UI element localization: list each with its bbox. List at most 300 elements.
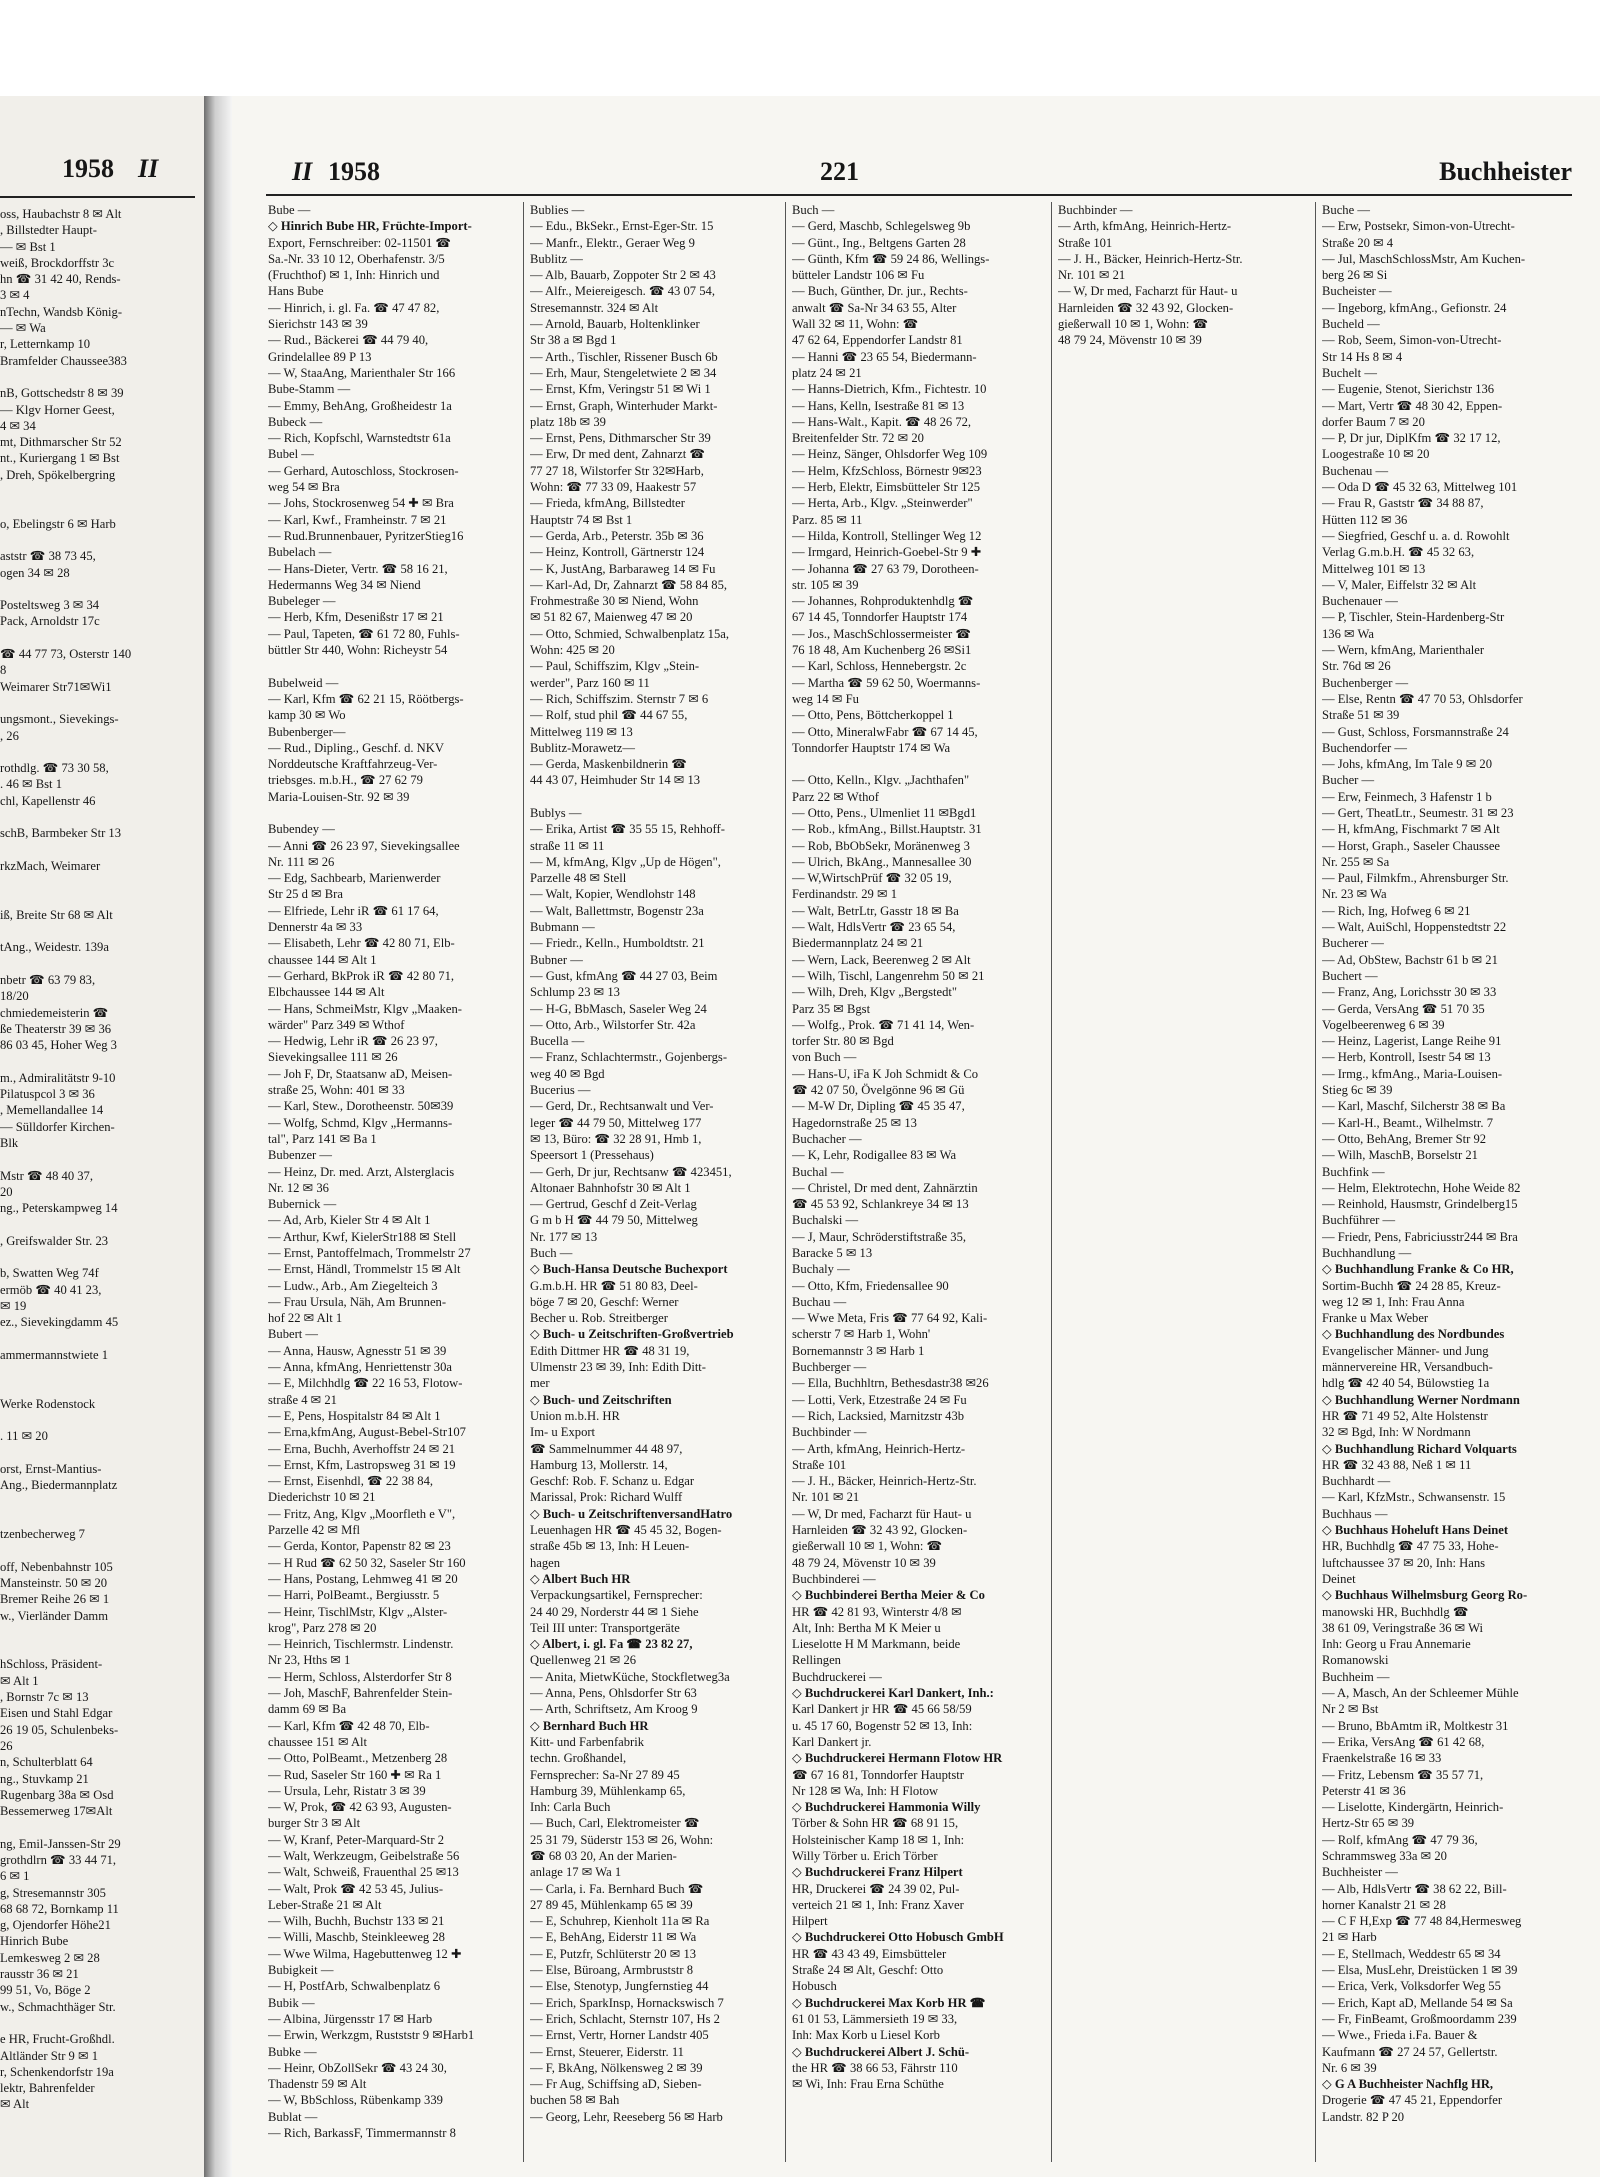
directory-entry-line: Geschf: Rob. F. Schanz u. Edgar [530, 1474, 695, 1489]
directory-entry-line: — C F H,Exp ☎ 77 48 84,Hermesweg [1322, 1914, 1522, 1929]
directory-entry-line: Kitt- und Farbenfabrik [530, 1734, 645, 1749]
directory-entry-line: — Friedr., Kelln., Humboldtstr. 21 [530, 936, 705, 951]
surname-heading: Buchhandlung — [1322, 1246, 1412, 1260]
directory-entry-line: Altonaer Bahnhofstr 30 ✉ Alt 1 [530, 1180, 691, 1195]
directory-entry-line: ◇ Buchdruckerei Franz Hilpert [792, 1865, 963, 1880]
directory-entry-line: ☎ 45 53 92, Schlankreye 34 ✉ 13 [792, 1197, 969, 1212]
surname-heading: Buch — [792, 203, 835, 217]
directory-entry-line: — Mart, Vertr ☎ 48 30 42, Eppen- [1322, 398, 1503, 413]
surname-heading: Buchdruckerei — [792, 1669, 882, 1684]
surname-heading: Bubik — [268, 1995, 315, 2010]
directory-entry-line: 76 18 48, Am Kuchenberg 26 ✉Si1 [792, 643, 972, 658]
directory-entry-line: Sierichstr 143 ✉ 39 [268, 317, 368, 332]
directory-entry-line: — Eugenie, Stenot, Sierichstr 136 [1322, 382, 1495, 397]
directory-entry-line: — Rich, Schiffszim. Sternstr 7 ✉ 6 [530, 691, 709, 706]
directory-entry-line: — Otto, Arb., Wilstorfer Str. 42a [530, 1017, 696, 1032]
directory-entry-line: — Walt, Kopier, Wendlohstr 148 [530, 887, 696, 902]
directory-entry-line: — Jos., MaschSchlossermeister ☎ [792, 626, 972, 641]
directory-entry-line: Grindelallee 89 P 13 [268, 349, 372, 364]
directory-entry-line: — Rud., Bäckerei ☎ 44 79 40, [268, 333, 429, 348]
directory-entry-line: — Erich, Kapt aD, Mellande 54 ✉ Sa [1322, 1995, 1513, 2010]
directory-entry-line: — Frau Ursula, Näh, Am Brunnen- [268, 1294, 447, 1309]
directory-entry-line: Str 38 a ✉ Bgd 1 [530, 333, 617, 348]
facing-page-line: Bramfelder Chaussee383 [0, 353, 127, 368]
directory-entry-line: weg 12 ✉ 1, Inh: Frau Anna [1322, 1294, 1465, 1309]
directory-entry-line: — Gerhard, BkProk iR ☎ 42 80 71, [268, 968, 455, 983]
facing-page-year: 1958 [62, 154, 114, 183]
directory-entry-line: — Heinz, Lagerist, Lange Reihe 91 [1322, 1034, 1502, 1049]
facing-page-line: ✉ Alt [0, 2097, 30, 2112]
facing-page-line: , Billstedter Haupt- [0, 223, 97, 238]
directory-entry-line: Str. 76d ✉ 26 [1322, 659, 1391, 674]
directory-entry-line: — Otto, Pens, Böttcherkoppel 1 [792, 708, 954, 723]
directory-page [232, 96, 1600, 2177]
directory-entry-line: — Harri, PolBeamt., Bergiusstr. 5 [268, 1588, 440, 1603]
directory-entry-line: buchen 58 ✉ Bah [530, 2093, 620, 2108]
directory-entry-line: — Otto, BehAng, Bremer Str 92 [1322, 1131, 1487, 1146]
surname-heading: Buche — [1322, 203, 1370, 217]
directory-entry-line: — Gert, TheatLtr., Seumestr. 31 ✉ 23 [1322, 805, 1514, 820]
directory-entry-line: Teil III unter: Transportgeräte [530, 1620, 680, 1635]
surname-heading: Bublat — [268, 2109, 318, 2124]
directory-entry-line: — Georg, Lehr, Reeseberg 56 ✉ Harb [530, 2109, 723, 2124]
directory-entry-line: chaussee 144 ✉ Alt 1 [268, 952, 377, 967]
directory-entry-line: burger Str 3 ✉ Alt [268, 1816, 361, 1831]
directory-entry-line: Parzelle 42 ✉ Mfl [268, 1523, 361, 1538]
facing-page-fragment [0, 96, 206, 2177]
directory-entry-line: ✉ Wi, Inh: Frau Erna Schüthe [792, 2077, 944, 2092]
directory-entry-line: — Heinz, Sänger, Ohlsdorfer Weg 109 [792, 447, 988, 462]
directory-entry-line: — Arth, Schriftsetz, Am Kroog 9 [530, 1702, 698, 1717]
directory-entry-line: mer [530, 1376, 550, 1391]
facing-page-line: grothdlrn ☎ 33 44 71, [0, 1852, 117, 1867]
directory-entry-line: — E, Putzfr, Schlüterstr 20 ✉ 13 [530, 1946, 697, 1961]
directory-entry-line: 136 ✉ Wa [1322, 626, 1374, 641]
directory-entry-line: — Jul, MaschSchlossMstr, Am Kuchen- [1322, 251, 1526, 266]
directory-entry-line: ◇ Buchhaus Hoheluft Hans Deinet [1322, 1523, 1509, 1538]
directory-entry-line: — Erna,kfmAng, August-Bebel-Str107 [268, 1425, 466, 1440]
directory-entry-line: scherstr 7 ✉ Harb 1, Wohn' [792, 1327, 931, 1342]
directory-entry-line: ◇ Buch- u ZeitschriftenversandHatro [530, 1506, 733, 1521]
facing-page-line [0, 1510, 200, 1526]
directory-entry-line: ◇ Buchbinderei Bertha Meier & Co [792, 1588, 985, 1603]
directory-entry-line: — Arth, kfmAng, Heinrich-Hertz- [1058, 219, 1232, 234]
directory-entry-line: Marissal, Prok: Richard Wulff [530, 1490, 683, 1505]
directory-entry-line: — Gerda, Arb., Peterstr. 35b ✉ 36 [530, 528, 704, 543]
directory-entry-line: — Rolf, stud phil ☎ 44 67 55, [530, 708, 688, 723]
surname-heading: Bubner — [530, 952, 583, 967]
directory-entry-line: wärder" Parz 349 ✉ Wthof [268, 1017, 405, 1032]
directory-entry-line: — Manfr., Elektr., Geraer Weg 9 [530, 235, 695, 250]
surname-heading: Buchaly — [792, 1262, 850, 1277]
directory-entry-line: 24 40 29, Norderstr 44 ✉ 1 Siehe [530, 1604, 699, 1619]
directory-entry-line: Inh: Max Korb u Liesel Korb [792, 2028, 940, 2043]
surname-heading: Bubeck — [268, 414, 323, 429]
facing-page-line: Lemkesweg 2 ✉ 28 [0, 1950, 100, 1965]
directory-entry-line: — Horst, Graph., Saseler Chaussee [1322, 838, 1501, 853]
directory-entry-line: Nr 2 ✉ Bst [1322, 1702, 1379, 1717]
facing-page-line [0, 695, 200, 711]
directory-entry-line: krog", Parz 278 ✉ 20 [268, 1620, 377, 1635]
facing-page-text [0, 206, 200, 2113]
directory-entry-line: kamp 30 ✉ Wo [268, 708, 346, 723]
directory-entry-line: Straße 20 ✉ 4 [1322, 235, 1394, 250]
directory-entry-line: Union m.b.H. HR [530, 1408, 620, 1423]
directory-entry-line: Hütten 112 ✉ 36 [1322, 512, 1408, 527]
header-rule [266, 194, 1572, 196]
directory-column-5 [1322, 202, 1576, 2177]
facing-page-volume: II [138, 154, 159, 183]
facing-page-line: Pack, Arnoldstr 17c [0, 614, 100, 629]
facing-page-line: mt, Dithmarscher Str 52 [0, 435, 122, 450]
page-catchword: Buchheister [1439, 157, 1572, 186]
facing-page-line: hn ☎ 31 42 40, Rends- [0, 272, 121, 287]
directory-entry-line: — Alfr., Meiereigesch. ☎ 43 07 54, [530, 284, 715, 299]
directory-entry-line: — Karl, Stew., Dorotheenstr. 50✉39 [268, 1099, 454, 1114]
facing-page-rule [0, 196, 195, 198]
directory-entry-line: bütteler Landstr 106 ✉ Fu [792, 268, 925, 283]
surname-heading: Bubmann — [530, 920, 595, 935]
directory-entry-line: — Rud, Saseler Str 160 ✚ ✉ Ra 1 [268, 1767, 442, 1782]
facing-page-line: nbetr ☎ 63 79 83, [0, 972, 96, 987]
directory-entry-line: Deinet [1322, 1571, 1356, 1586]
directory-entry-line: ✉ 13, Büro: ☎ 32 28 91, Hmb 1, [530, 1131, 702, 1146]
directory-entry-line: Landstr. 82 P 20 [1322, 2109, 1405, 2124]
surname-heading: Buchenberger — [1322, 675, 1409, 690]
directory-entry-line: — Franz, Ang, Lorichsstr 30 ✉ 33 [1322, 985, 1497, 1000]
surname-heading: Buchenau — [1322, 463, 1389, 478]
directory-entry-line: — Otto, Schmied, Schwalbenplatz 15a, [530, 626, 730, 641]
surname-heading: Bubenberger— [268, 724, 346, 739]
directory-entry-line: Export, Fernschreiber: 02-11501 ☎ [268, 235, 452, 250]
directory-entry-line: Straße 24 ✉ Alt, Geschf: Otto [792, 1963, 944, 1978]
directory-entry-line: — P, Dr jur, DiplKfm ☎ 32 17 12, [1322, 431, 1501, 446]
directory-entry-line: — Elisabeth, Lehr ☎ 42 80 71, Elb- [268, 936, 455, 951]
directory-entry-line: — Gust, Schloss, Forsmannstraße 24 [1322, 724, 1509, 739]
directory-entry-line: straße 11 ✉ 11 [530, 838, 605, 853]
directory-entry-line: Nr. 111 ✉ 26 [268, 854, 335, 869]
directory-entry-line: HR ☎ 71 49 52, Alte Holstenstr [1322, 1408, 1488, 1423]
directory-entry-line: ◇ Buch- und Zeitschriften [530, 1392, 672, 1407]
directory-column-2 [530, 202, 782, 2177]
directory-entry-line: — Ernst, Kfm, Veringstr 51 ✉ Wi 1 [530, 382, 711, 397]
directory-entry-line: — Karl, Schloss, Hennebergstr. 2c [792, 659, 967, 674]
directory-entry-line: — Wilh, Buchh, Buchstr 133 ✉ 21 [268, 1914, 445, 1929]
directory-entry-line: — Wolfg, Schmd, Klgv „Hermanns- [268, 1115, 453, 1130]
directory-entry-line: — V, Maler, Eiffelstr 32 ✉ Alt [1322, 577, 1477, 592]
directory-entry-line: Parz 22 ✉ Wthof [792, 789, 879, 804]
surname-heading: Bubernick — [268, 1197, 337, 1212]
directory-entry-line: ◇ Albert Buch HR [530, 1571, 631, 1586]
directory-entry-line: — Arth., Tischler, Rissener Busch 6b [530, 349, 718, 364]
directory-entry-line: — H Rud ☎ 62 50 32, Saseler Str 160 [268, 1555, 466, 1570]
facing-page-line: . 46 ✉ Bst 1 [0, 777, 62, 792]
facing-page-line: 99 51, Vo, Böge 2 [0, 1983, 91, 1998]
surname-heading: Buchberger — [792, 1360, 867, 1375]
facing-page-line: ammermannstwiete 1 [0, 1347, 109, 1362]
directory-entry-line: Ulmenstr 23 ✉ 39, Inh: Edith Ditt- [530, 1360, 707, 1375]
directory-entry-line: — Reinhold, Hausmstr, Grindelberg15 [1322, 1197, 1518, 1212]
directory-entry-line: Romanowski [1322, 1653, 1389, 1668]
directory-entry-line: — Erna, Buchh, Averhoffstr 24 ✉ 21 [268, 1441, 456, 1456]
surname-heading: Bublitz — [530, 251, 583, 266]
directory-entry-line: böge 7 ✉ 20, Geschf: Werner [530, 1294, 679, 1309]
facing-page-line: orst, Ernst-Mantius- [0, 1461, 102, 1476]
surname-heading: Bublies — [530, 203, 585, 217]
directory-entry-line: Elbchaussee 144 ✉ Alt [268, 985, 385, 1000]
facing-page-line: n, Schulterblatt 64 [0, 1755, 93, 1770]
directory-entry-line: Hobusch [792, 1979, 837, 1994]
directory-entry-line: — Ernst, Pens, Dithmarscher Str 39 [530, 431, 711, 446]
directory-entry-line: — Gerda, VersAng ☎ 51 70 35 [1322, 1001, 1485, 1016]
column-divider [1315, 202, 1316, 2162]
directory-entry-line: — Walt, Prok ☎ 42 53 45, Julius- [268, 1881, 444, 1896]
directory-entry-line: — Gerhard, Autoschloss, Stockrosen- [268, 463, 459, 478]
directory-entry-line: — Alb, HdlsVertr ☎ 38 62 22, Bill- [1322, 1881, 1507, 1896]
directory-entry-line: ◇ Buchhandlung Richard Volquarts [1322, 1441, 1517, 1456]
facing-page-line: off, Nebenbahnstr 105 [0, 1559, 113, 1574]
directory-entry-line: — Ernst, Vertr, Horner Landstr 405 [530, 2028, 709, 2043]
facing-page-line: r, Schenkendorfstr 19a [0, 2064, 114, 2079]
facing-page-line: Hinrich Bube [0, 1934, 69, 1949]
directory-entry-line: straße 4 ✉ 21 [268, 1392, 337, 1407]
facing-page-line: ✉ Alt 1 [0, 1673, 39, 1688]
directory-entry-line: ◇ Buchdruckerei Max Korb HR ☎ [792, 1995, 986, 2010]
directory-entry-line: straße 45b ✉ 13, Inh: H Leuen- [530, 1539, 690, 1554]
facing-page-line: rausstr 36 ✉ 21 [0, 1967, 79, 1982]
directory-entry-line: — Günth, Kfm ☎ 59 24 86, Wellings- [792, 251, 990, 266]
directory-entry-line: Frohmestraße 30 ✉ Niend, Wohn [530, 594, 699, 609]
directory-entry-line: Nr. 255 ✉ Sa [1322, 854, 1390, 869]
surname-heading: Buchhaus — [1322, 1506, 1388, 1521]
directory-entry-line: Nr. 6 ✉ 39 [1322, 2060, 1377, 2075]
directory-entry-line: — Otto, MineralwFabr ☎ 67 14 45, [792, 724, 978, 739]
directory-entry-line: 48 79 24, Mövenstr 10 ✉ 39 [792, 1555, 936, 1570]
facing-page-line: 20 [0, 1184, 13, 1199]
directory-entry-line: — Rolf, kfmAng ☎ 47 79 36, [1322, 1832, 1478, 1847]
facing-page-line [0, 532, 200, 548]
directory-entry-line: — Rud., Dipling., Geschf. d. NKV [268, 740, 444, 755]
directory-entry-line: hagen [530, 1555, 561, 1570]
directory-entry-line: horner Kanalstr 21 ✉ 28 [1322, 1897, 1446, 1912]
directory-entry-line: str. 105 ✉ 39 [792, 577, 859, 592]
directory-entry-line: — Lotti, Verk, Etzestraße 24 ✉ Fu [792, 1392, 967, 1407]
facing-page-line [0, 1151, 200, 1167]
directory-entry-line: — Edg, Sachbearb, Marienwerder [268, 871, 441, 886]
directory-entry-line: Verpackungsartikel, Fernsprecher: [530, 1588, 703, 1603]
directory-entry-line: Alt, Inh: Bertha M K Meier u [792, 1620, 941, 1635]
directory-entry-line: 47 62 64, Eppendorfer Landstr 81 [792, 333, 963, 348]
directory-entry-line: Hertz-Str 65 ✉ 39 [1322, 1816, 1415, 1831]
facing-page-line: schB, Barmbeker Str 13 [0, 826, 122, 841]
facing-page-line [0, 1363, 200, 1379]
directory-entry-line: Leber-Straße 21 ✉ Alt [268, 1897, 382, 1912]
directory-entry-line: — Bruno, BbAmtm iR, Moltkestr 31 [1322, 1718, 1509, 1733]
directory-entry-line: Wall 32 ✉ 11, Wohn: ☎ [792, 317, 919, 332]
directory-entry-line: — Hanns-Dietrich, Kfm., Fichtestr. 10 [792, 382, 987, 397]
directory-entry-line: — Karl, Maschf, Silcherstr 38 ✉ Ba [1322, 1099, 1506, 1114]
directory-entry-line: — W, Dr med, Facharzt für Haut- u [1058, 284, 1238, 299]
surname-heading: Bube-Stamm — [268, 382, 351, 397]
directory-entry-line: Vogelbeerenweg 6 ✉ 39 [1322, 1017, 1445, 1032]
directory-entry-line: — Herb, Kfm, Desenißstr 17 ✉ 21 [268, 610, 444, 625]
directory-entry-line: — Karl, Kfm ☎ 42 48 70, Elb- [268, 1718, 430, 1733]
directory-entry-line: — Karl-Ad, Dr, Zahnarzt ☎ 58 84 85, [530, 577, 728, 592]
directory-entry-line: — Rob, BbObSekr, Moränenweg 3 [792, 838, 970, 853]
facing-page-line: 3 ✉ 4 [0, 288, 30, 303]
surname-heading: Buchert — [1322, 968, 1378, 983]
directory-entry-line: — Else, Stenotyp, Jungfernstieg 44 [530, 1979, 709, 1994]
directory-entry-line [268, 805, 520, 821]
surname-heading: Bubigkeit — [268, 1963, 334, 1978]
directory-entry-line: — Hanni ☎ 23 65 54, Biedermann- [792, 349, 977, 364]
facing-page-line: , Memellandallee 14 [0, 1103, 104, 1118]
directory-entry-line: Peterstr 41 ✉ 36 [1322, 1783, 1406, 1798]
directory-entry-line: techn. Großhandel, [530, 1751, 627, 1766]
directory-entry-line: weg 54 ✉ Bra [268, 480, 340, 495]
directory-entry-line: — Herm, Schloss, Alsterdorfer Str 8 [268, 1669, 452, 1684]
directory-entry-line: — Anita, MietwKüche, Stockfletweg3a [530, 1669, 730, 1684]
directory-column-4 [1058, 202, 1312, 2177]
directory-entry-line: — Anni ☎ 26 23 97, Sievekingsallee [268, 838, 460, 853]
directory-entry-line: — Wwe Wilma, Hagebuttenweg 12 ✚ [268, 1946, 462, 1961]
directory-entry-line: — Johs, Stockrosenweg 54 ✚ ✉ Bra [268, 496, 454, 511]
directory-entry-line: — Fr Aug, Schiffsing aD, Sieben- [530, 2077, 702, 2092]
directory-entry-line: — Ursula, Lehr, Ristatr 3 ✉ 39 [268, 1783, 426, 1798]
directory-entry-line: — M, kfmAng, Klgv „Up de Högen", [530, 854, 721, 869]
directory-entry-line: damm 69 ✉ Ba [268, 1702, 347, 1717]
directory-entry-line: — Helm, KfzSchloss, Börnestr 9✉23 [792, 463, 982, 478]
directory-entry-line: — Fritz, Ang, Klgv „Moorfleth e V", [268, 1506, 456, 1521]
directory-entry-line: — Erica, Verk, Volksdorfer Weg 55 [1322, 1979, 1501, 1994]
facing-page-line [0, 842, 200, 858]
facing-page-line: nB, Gottschedstr 8 ✉ 39 [0, 386, 124, 401]
facing-page-line: Posteltsweg 3 ✉ 34 [0, 598, 100, 613]
directory-entry-line [530, 789, 782, 805]
directory-entry-line: ☎ 67 16 81, Tonndorfer Hauptstr [792, 1767, 964, 1782]
facing-page-line: — Klgv Horner Geest, [0, 402, 115, 417]
facing-page-line: 26 [0, 1738, 13, 1753]
directory-entry-line: — H, PostfArb, Schwalbenplatz 6 [268, 1979, 441, 1994]
directory-entry-line: 32 ✉ Bgd, Inh: W Nordmann [1322, 1425, 1471, 1440]
facing-page-line [0, 499, 200, 515]
surname-heading: Buchheister — [1322, 1865, 1398, 1880]
directory-entry-line: — W, Prok, ☎ 42 63 93, Augusten- [268, 1800, 452, 1815]
facing-page-line: , Dreh, Spökelbergring [0, 467, 116, 482]
directory-entry-line: — Anna, Hausw, Agnesstr 51 ✉ 39 [268, 1343, 447, 1358]
directory-entry-line: Franke u Max Weber [1322, 1311, 1429, 1326]
facing-page-line: tzenbecherweg 7 [0, 1527, 85, 1542]
surname-heading: Buchfink — [1322, 1164, 1385, 1179]
directory-entry-line: 44 43 07, Heimhuder Str 14 ✉ 13 [530, 773, 701, 788]
directory-entry-line: Karl Dankert jr HR ☎ 45 66 58/59 [792, 1702, 972, 1717]
facing-page-line: Bremer Reihe 26 ✉ 1 [0, 1592, 110, 1607]
directory-entry-line: — Johs, kfmAng, Im Tale 9 ✉ 20 [1322, 757, 1492, 772]
directory-entry-line: — Fritz, Lebensm ☎ 35 57 71, [1322, 1767, 1484, 1782]
surname-heading: Buchhardt — [1322, 1474, 1391, 1489]
directory-entry-line: — Frieda, kfmAng, Billstedter [530, 496, 685, 511]
directory-entry-line: — K, JustAng, Barbaraweg 14 ✉ Fu [530, 561, 716, 576]
directory-entry-line: Quellenweg 21 ✉ 26 [530, 1653, 637, 1668]
directory-entry-line: — Günt., Ing., Beltgens Garten 28 [792, 235, 966, 250]
facing-page-line [0, 1053, 200, 1069]
facing-page-line: , Greifswalder Str. 23 [0, 1233, 109, 1248]
directory-entry-line: hdlg ☎ 42 40 54, Bülowstieg 1a [1322, 1376, 1490, 1391]
facing-page-line: Ang., Biedermannplatz [0, 1478, 118, 1493]
directory-entry-line: — Hans, SchmeiMstr, Klgv „Maaken- [268, 1001, 462, 1016]
directory-entry-line: ◇ Buchdruckerei Otto Hobusch GmbH [792, 1930, 1004, 1945]
directory-entry-line: — Ella, Buchhltrn, Bethesdastr38 ✉26 [792, 1376, 989, 1391]
directory-entry-line: — Ernst, Steuerer, Eiderstr. 11 [530, 2044, 684, 2059]
surname-heading: Bucherer — [1322, 936, 1384, 951]
directory-entry-line: Hamburg 13, Mollerstr. 14, [530, 1457, 668, 1472]
surname-heading: Buchendorfer — [1322, 740, 1407, 755]
directory-entry-line: Hedermanns Weg 34 ✉ Niend [268, 577, 421, 592]
surname-heading: Bubelach — [268, 545, 332, 560]
directory-entry-line: Baracke 5 ✉ 13 [792, 1246, 873, 1260]
directory-entry-line: Evangelischer Männer- und Jung [1322, 1343, 1489, 1358]
surname-heading: Buch — [530, 1246, 573, 1260]
directory-entry-line: — J, Maur, Schröderstiftstraße 35, [792, 1229, 967, 1244]
directory-entry-line: — Wwe., Frieda i.Fa. Bauer & [1322, 2028, 1478, 2043]
directory-entry-line: Str 25 d ✉ Bra [268, 887, 343, 902]
directory-entry-line: Loogestraße 10 ✉ 20 [1322, 447, 1430, 462]
facing-page-line: 18/20 [0, 989, 29, 1004]
directory-entry-line: Hagedornstraße 25 ✉ 13 [792, 1115, 917, 1130]
directory-entry-line: Schrammsweg 33a ✉ 20 [1322, 1848, 1447, 1863]
directory-entry-line: Norddeutsche Kraftfahrzeug-Ver- [268, 757, 438, 772]
directory-entry-line: Tonndorfer Hauptstr 174 ✉ Wa [792, 740, 951, 755]
directory-entry-line: 38 61 09, Veringstraße 36 ✉ Wi [1322, 1620, 1484, 1635]
facing-page-line: w., Vierländer Damm [0, 1608, 109, 1623]
directory-entry-line: Nr 128 ✉ Wa, Inh: H Flotow [792, 1783, 939, 1798]
surname-heading: Bubert — [268, 1327, 319, 1342]
directory-entry-line: gießerwall 10 ✉ 1, Wohn: ☎ [792, 1539, 943, 1554]
directory-entry-line: — Oda D ☎ 45 32 63, Mittelweg 101 [1322, 480, 1518, 495]
directory-entry-line: — Martha ☎ 59 62 50, Woermanns- [792, 675, 981, 690]
directory-entry-line: — Walt, BetrLtr, Gasstr 18 ✉ Ba [792, 903, 959, 918]
directory-entry-line: Holsteinischer Kamp 18 ✉ 1, Inh: [792, 1832, 965, 1847]
directory-entry-line: — H-G, BbMasch, Saseler Weg 24 [530, 1001, 707, 1016]
directory-entry-line: — Edu., BkSekr., Ernst-Eger-Str. 15 [530, 219, 714, 234]
facing-page-line: m., Admiralitätstr 9-10 [0, 1070, 116, 1085]
directory-entry-line: — E, Schuhrep, Kienholt 11a ✉ Ra [530, 1914, 710, 1929]
directory-entry-line: berg 26 ✉ Si [1322, 268, 1388, 283]
facing-page-line [0, 1445, 200, 1461]
directory-entry-line: Diederichstr 10 ✉ 21 [268, 1490, 376, 1505]
directory-entry-line: — Hans-Dieter, Vertr. ☎ 58 16 21, [268, 561, 448, 576]
directory-entry-line: — Rich, Kopfschl, Warnstedtstr 61a [268, 431, 451, 446]
directory-entry-line: — Liselotte, Kindergärtn, Heinrich- [1322, 1800, 1504, 1815]
facing-page-line: ermöb ☎ 40 41 23, [0, 1282, 102, 1297]
directory-entry-line: Biedermannplatz 24 ✉ 21 [792, 936, 924, 951]
surname-heading: Buchacher — [792, 1131, 862, 1146]
directory-entry-line: Wohn: 425 ✉ 20 [530, 643, 615, 658]
directory-entry-line: Dennerstr 4a ✉ 33 [268, 920, 363, 935]
facing-page-line: rkzMach, Weimarer [0, 858, 101, 873]
facing-page-line: — ✉ Bst 1 [0, 239, 56, 254]
facing-page-line: ☎ 44 77 73, Osterstr 140 [0, 647, 132, 662]
directory-entry-line: ◇ Hinrich Bube HR, Früchte-Import- [268, 219, 472, 234]
directory-entry-line: — E, BehAng, Eiderstr 11 ✉ Wa [530, 1930, 697, 1945]
directory-entry-line: ☎ 68 03 20, An der Marien- [530, 1848, 677, 1863]
directory-entry-line: Fraenkelstraße 16 ✉ 33 [1322, 1751, 1442, 1766]
directory-entry-line: ◇ Buchhandlung des Nordbundes [1322, 1327, 1505, 1342]
directory-entry-line: Ferdinandstr. 29 ✉ 1 [792, 887, 897, 902]
facing-page-line [0, 1542, 200, 1558]
facing-page-line: — Sülldorfer Kirchen- [0, 1119, 115, 1134]
directory-entry-line: — Arnold, Bauarb, Holtenklinker [530, 317, 700, 332]
